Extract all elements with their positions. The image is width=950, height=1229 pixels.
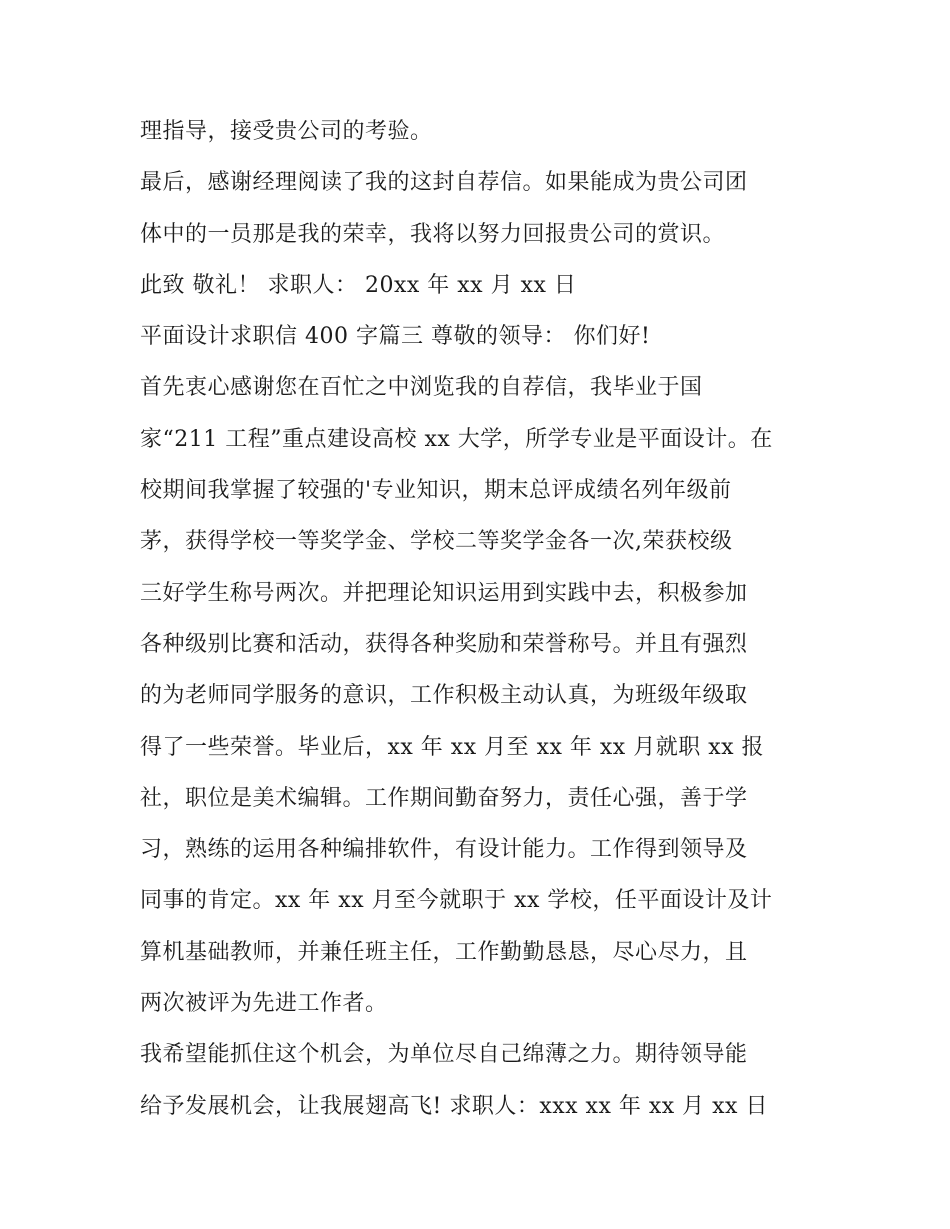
text-line: 社，职位是美术编辑。工作期间勤奋努力，责任心强，善于学 [140,785,748,811]
text-line: 家“211 工程”重点建设高校 xx 大学，所学专业是平面设计。在 [140,426,773,452]
text-line: 茅，获得学校一等奖学金、学校二等奖学金各一次,荣获校级 [140,529,733,555]
text-line: 得了一些荣誉。毕业后，xx 年 xx 月至 xx 年 xx 月就职 xx 报 [140,734,765,760]
text-line: 给予发展机会，让我展翅高飞! 求职人：xxx xx 年 xx 月 xx 日 [140,1093,768,1119]
text-line: 各种级别比赛和活动，获得各种奖励和荣誉称号。并且有强烈 [140,631,748,657]
text-line: 算机基础教师，并兼任班主任，工作勤勤恳恳，尽心尽力，且 [140,939,748,965]
text-line: 三好学生称号两次。并把理论知识运用到实践中去，积极参加 [140,580,748,606]
text-line: 习，熟练的运用各种编排软件，有设计能力。工作得到领导及 [140,837,748,863]
text-line: 同事的肯定。xx 年 xx 月至今就职于 xx 学校，任平面设计及计 [140,888,773,914]
text-line: 两次被评为先进工作者。 [140,991,388,1017]
text-line: 平面设计求职信 400 字篇三 尊敬的领导： 你们好! [140,324,651,350]
letter-body [140,106,830,1132]
text-line: 理指导，接受贵公司的考验。 [140,119,433,144]
text-line: 的为老师同学服务的意识，工作积极主动认真，为班级年级取 [140,683,748,709]
text-line: 校期间我掌握了较强的'专业知识，期末总评成绩名列年级前 [140,478,732,504]
text-line: 此致 敬礼！ 求职人： 20xx 年 xx 月 xx 日 [140,272,577,298]
text-line: 首先衷心感谢您在百忙之中浏览我的自荐信，我毕业于国 [140,375,703,401]
text-line: 最后，感谢经理阅读了我的这封自荐信。如果能成为贵公司团 [140,170,748,196]
text-line: 我希望能抓住这个机会，为单位尽自己绵薄之力。期待领导能 [140,1042,748,1068]
text-line: 体中的一员那是我的荣幸，我将以努力回报贵公司的赏识。 [140,221,726,247]
